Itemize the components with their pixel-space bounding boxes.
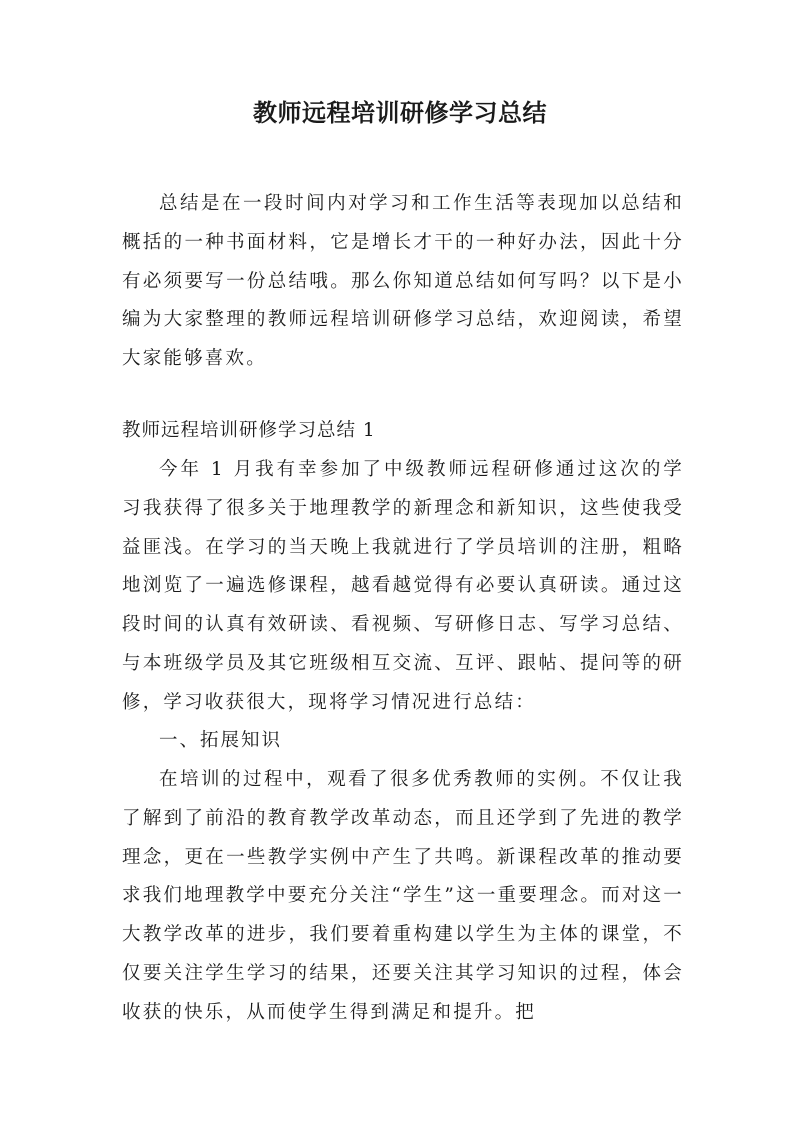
body-paragraph-2: 在培训的过程中，观看了很多优秀教师的实例。不仅让我了解到了前沿的教育教学改革动态，而且还学到了先进的教学理念，更在一些教学实例中产生了共鸣。新课程改革的推动要求我们地理教学中要充分关注“学生”这一重要理念。而对这一大教学改革的进步，我们要着重构建以学生为主体的课堂，不仅要关注学生学习的结果，还要关注其学习知识的过程，体会收获的快乐，从而使学生得到满足和提升。把 <box>122 769 684 1023</box>
section-heading: 教师远程培训研修学习总结 1 <box>122 420 376 441</box>
subheading-expand-knowledge: 一、拓展知识 <box>159 730 283 751</box>
body-paragraph-1: 今年 1 月我有幸参加了中级教师远程研修通过这次的学习我获得了很多关于地理教学的新理念和新知识，这些使我受益匪浅。在学习的当天晚上我就进行了学员培训的注册，粗略地浏览了一遍选修课程，越看越觉得有必要认真研读。通过这段时间的认真有效研读、看视频、写研修日志、写学习总结、与本班级学员及其它班级相互交流、互评、跟帖、提问等的研修，学习收获很大，现将学习情况进行总结： <box>122 459 684 713</box>
document-title: 教师远程培训研修学习总结 <box>253 99 547 127</box>
intro-paragraph: 总结是在一段时间内对学习和工作生活等表现加以总结和概括的一种书面材料，它是增长才干的一种好办法，因此十分有必须要写一份总结哦。那么你知道总结如何写吗？以下是小编为大家整理的教师远程培训研修学习总结，欢迎阅读，希望大家能够喜欢。 <box>122 193 684 370</box>
